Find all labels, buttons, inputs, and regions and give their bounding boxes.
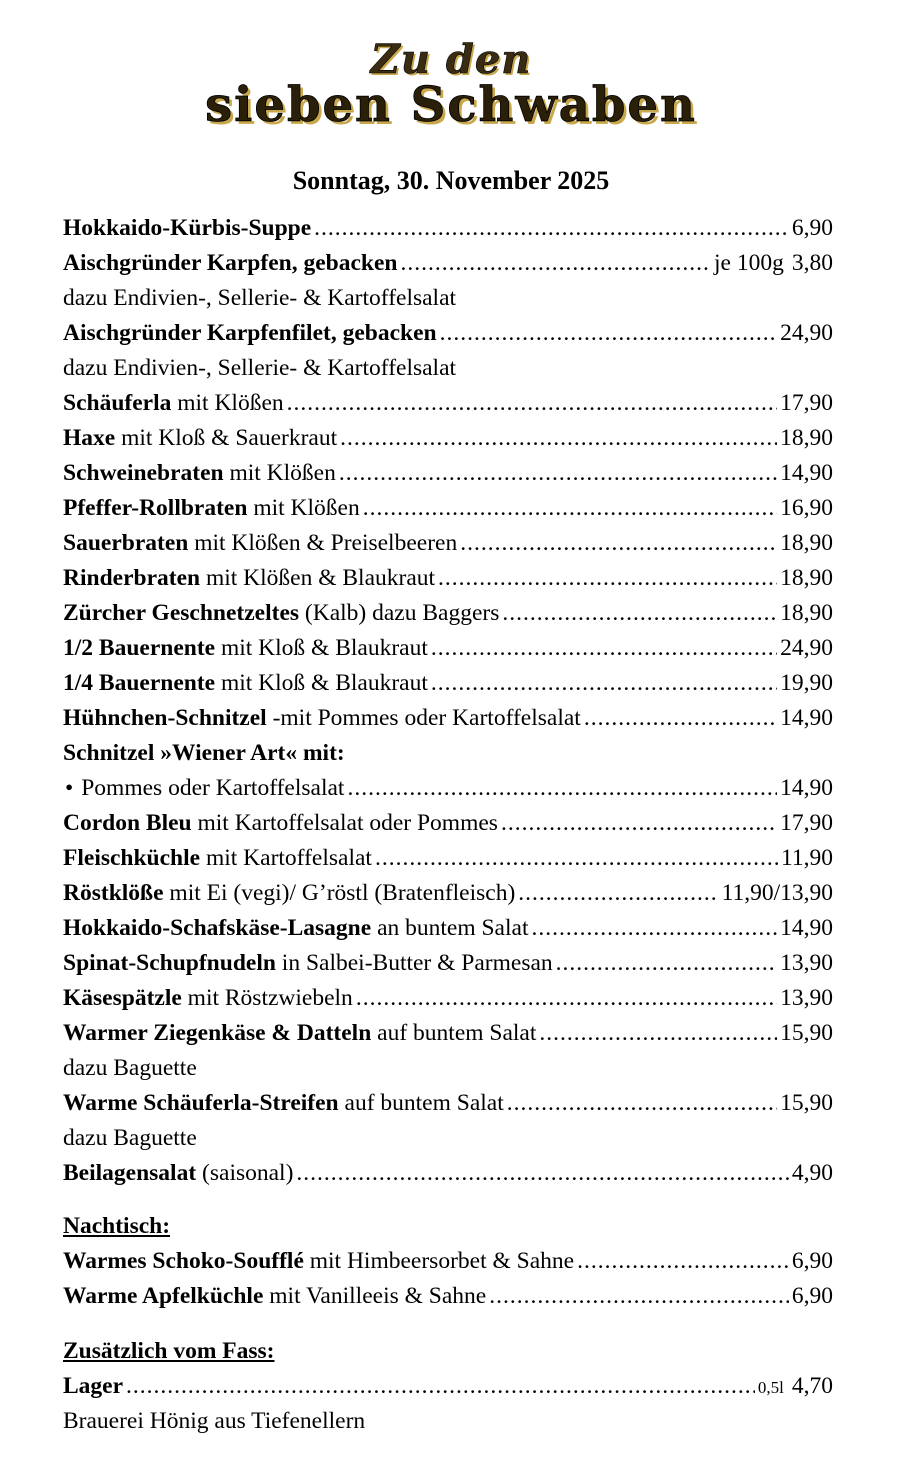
- item-name: Haxe: [63, 425, 116, 451]
- menu-list: [63, 211, 833, 1439]
- leader-dots: [400, 246, 711, 281]
- item-name: Cordon Bleu: [63, 810, 192, 836]
- item-name: Aischgründer Karpfenfilet, gebacken: [63, 320, 437, 346]
- menu-item: [63, 946, 833, 981]
- item-description: Pommes oder Kartoffelsalat: [81, 775, 345, 801]
- menu-item: [63, 736, 833, 771]
- leader-dots: [431, 666, 777, 701]
- menu-item: [63, 526, 833, 561]
- item-price: 16,90: [780, 495, 833, 521]
- dessert-heading: Nachtisch:: [63, 1213, 171, 1239]
- item-name: Schäuferla: [63, 390, 172, 416]
- logo-line-2: sieben Schwaben: [205, 77, 697, 133]
- item-price: 15,90: [780, 1020, 833, 1046]
- leader-dots: [356, 981, 777, 1016]
- item-name: Hokkaido-Schafskäse-Lasagne: [63, 915, 372, 941]
- leader-dots: [577, 1244, 789, 1279]
- restaurant-logo: [0, 0, 902, 140]
- item-description: auf buntem Salat: [371, 1020, 537, 1046]
- item-name: Schnitzel »Wiener Art« mit:: [63, 740, 345, 766]
- menu-item: [63, 421, 833, 456]
- leader-dots: [518, 876, 718, 911]
- item-description: mit Klößen & Preiselbeeren: [188, 530, 458, 556]
- item-price: 17,90: [780, 810, 833, 836]
- leader-dots: [539, 1016, 777, 1051]
- leader-dots: [531, 911, 777, 946]
- leader-dots: [126, 1369, 755, 1404]
- menu-item: [63, 456, 833, 491]
- item-price: 18,90: [780, 530, 833, 556]
- item-name: 1/4 Bauernente: [63, 670, 216, 696]
- item-description: an buntem Salat: [371, 915, 529, 941]
- menu-item: [63, 316, 833, 351]
- item-description: in Salbei-Butter & Parmesan: [275, 950, 553, 976]
- menu-item: [63, 1244, 833, 1279]
- item-price: 13,90: [780, 950, 833, 976]
- menu-item-lager: [63, 1369, 833, 1404]
- item-name: Aischgründer Karpfen, gebacken: [63, 250, 398, 276]
- menu-item: [63, 771, 833, 806]
- item-note: dazu Endivien-, Sellerie- & Kartoffelsalat: [63, 285, 457, 311]
- bullet-icon: •: [65, 775, 74, 801]
- dessert-list: [63, 1244, 833, 1314]
- menu-item: [63, 981, 833, 1016]
- item-description: mit Kloß & Blaukraut: [215, 670, 428, 696]
- leader-dots: [440, 316, 778, 351]
- leader-dots: [501, 806, 777, 841]
- item-price: 11,90/13,90: [721, 880, 833, 906]
- item-description: -mit Pommes oder Kartoffelsalat: [266, 705, 581, 731]
- item-description: mit Kartoffelsalat: [200, 845, 372, 871]
- item-description: (saisonal): [196, 1160, 294, 1186]
- item-price: 4,90: [791, 1160, 833, 1186]
- item-name: Warmer Ziegenkäse & Datteln: [63, 1020, 372, 1046]
- menu-item: [63, 806, 833, 841]
- menu-item: [63, 1086, 833, 1121]
- menu-item: [63, 561, 833, 596]
- item-description: mit Kloß & Blaukraut: [215, 635, 428, 661]
- item-description: mit Kloß & Sauerkraut: [115, 425, 338, 451]
- item-name: Beilagensalat: [63, 1160, 197, 1186]
- item-price: 6,90: [791, 1283, 833, 1309]
- leader-dots: [438, 561, 777, 596]
- item-price: 15,90: [780, 1090, 833, 1116]
- item-price: 18,90: [780, 565, 833, 591]
- leader-dots: [584, 701, 777, 736]
- item-name: Rinderbraten: [63, 565, 201, 591]
- item-name: Warmes Schoko-Soufflé: [63, 1248, 304, 1274]
- item-price: 6,90: [791, 215, 833, 241]
- item-name: Schweinebraten: [63, 460, 224, 486]
- item-name: Zürcher Geschnetzeltes: [63, 600, 300, 626]
- item-price: 17,90: [780, 390, 833, 416]
- item-description: mit Kartoffelsalat oder Pommes: [191, 810, 498, 836]
- item-note: Brauerei Hönig aus Tiefenellern: [63, 1408, 366, 1434]
- item-unit: 0,5l: [757, 1378, 784, 1397]
- item-description: mit Himbeersorbet & Sahne: [303, 1248, 575, 1274]
- item-description: mit Ei (vegi)/ G’röstl (Bratenfleisch): [163, 880, 516, 906]
- item-name: Sauerbraten: [63, 530, 189, 556]
- menu-item: [63, 1279, 833, 1314]
- item-name: Käsespätzle: [63, 985, 182, 1011]
- leader-dots: [460, 526, 777, 561]
- menu-item: [63, 1156, 833, 1191]
- item-price: 3,80: [791, 250, 833, 276]
- item-unit: je 100g: [714, 250, 784, 276]
- item-name: Spinat-Schupfnudeln: [63, 950, 276, 976]
- item-price: 14,90: [780, 460, 833, 486]
- menu-item: [63, 211, 833, 246]
- item-price: 18,90: [780, 600, 833, 626]
- menu-item: [63, 701, 833, 736]
- item-name: Warme Schäuferla-Streifen: [63, 1090, 339, 1116]
- item-note: dazu Baguette: [63, 1125, 197, 1151]
- leader-dots: [340, 421, 777, 456]
- item-price: 18,90: [780, 425, 833, 451]
- leader-dots: [347, 771, 777, 806]
- menu-item: [63, 841, 833, 876]
- menu-item: [63, 596, 833, 631]
- item-description: mit Vanilleeis & Sahne: [263, 1283, 487, 1309]
- menu-item: [63, 876, 833, 911]
- item-description: auf buntem Salat: [338, 1090, 504, 1116]
- item-description: mit Klößen: [171, 390, 284, 416]
- leader-dots: [296, 1156, 788, 1191]
- menu-item: [63, 386, 833, 421]
- item-description: mit Klößen: [223, 460, 336, 486]
- item-description: mit Klößen & Blaukraut: [200, 565, 436, 591]
- item-name: Röstklöße: [63, 880, 164, 906]
- item-name: Lager: [63, 1373, 124, 1399]
- item-price: 13,90: [780, 985, 833, 1011]
- item-price: 6,90: [791, 1248, 833, 1274]
- main-dishes: [63, 211, 833, 1191]
- item-description: mit Röstzwiebeln: [181, 985, 353, 1011]
- leader-dots: [339, 456, 777, 491]
- leader-dots: [314, 211, 789, 246]
- item-price: 24,90: [780, 635, 833, 661]
- leader-dots: [431, 631, 777, 666]
- menu-item: [63, 631, 833, 666]
- leader-dots: [375, 841, 778, 876]
- menu-date: Sonntag, 30. November 2025: [292, 166, 610, 195]
- drinks-heading: Zusätzlich vom Fass:: [63, 1338, 275, 1364]
- item-description: (Kalb) dazu Baggers: [299, 600, 500, 626]
- leader-dots: [363, 491, 777, 526]
- item-price: 14,90: [780, 775, 833, 801]
- item-note: dazu Baguette: [63, 1055, 197, 1081]
- item-note: dazu Endivien-, Sellerie- & Kartoffelsalat: [63, 355, 457, 381]
- item-name: Fleischküchle: [63, 845, 201, 871]
- item-price: 11,90: [780, 845, 833, 871]
- menu-item: [63, 246, 833, 281]
- item-name: Hühnchen-Schnitzel: [63, 705, 267, 731]
- item-price: 14,90: [780, 705, 833, 731]
- item-price: 4,70: [791, 1373, 833, 1399]
- item-description: mit Klößen: [247, 495, 360, 521]
- leader-dots: [287, 386, 777, 421]
- item-name: Pfeffer-Rollbraten: [63, 495, 248, 521]
- item-price: 14,90: [780, 915, 833, 941]
- item-name: Hokkaido-Kürbis-Suppe: [63, 215, 312, 241]
- leader-dots: [489, 1279, 789, 1314]
- menu-item: [63, 911, 833, 946]
- menu-item: [63, 491, 833, 526]
- menu-item: [63, 666, 833, 701]
- leader-dots: [507, 1086, 777, 1121]
- item-name: 1/2 Bauernente: [63, 635, 216, 661]
- menu-item: [63, 1016, 833, 1051]
- item-price: 24,90: [780, 320, 833, 346]
- item-name: Warme Apfelküchle: [63, 1283, 264, 1309]
- leader-dots: [556, 946, 777, 981]
- logo-line-1: Zu den: [370, 36, 532, 83]
- item-price: 19,90: [780, 670, 833, 696]
- leader-dots: [502, 596, 777, 631]
